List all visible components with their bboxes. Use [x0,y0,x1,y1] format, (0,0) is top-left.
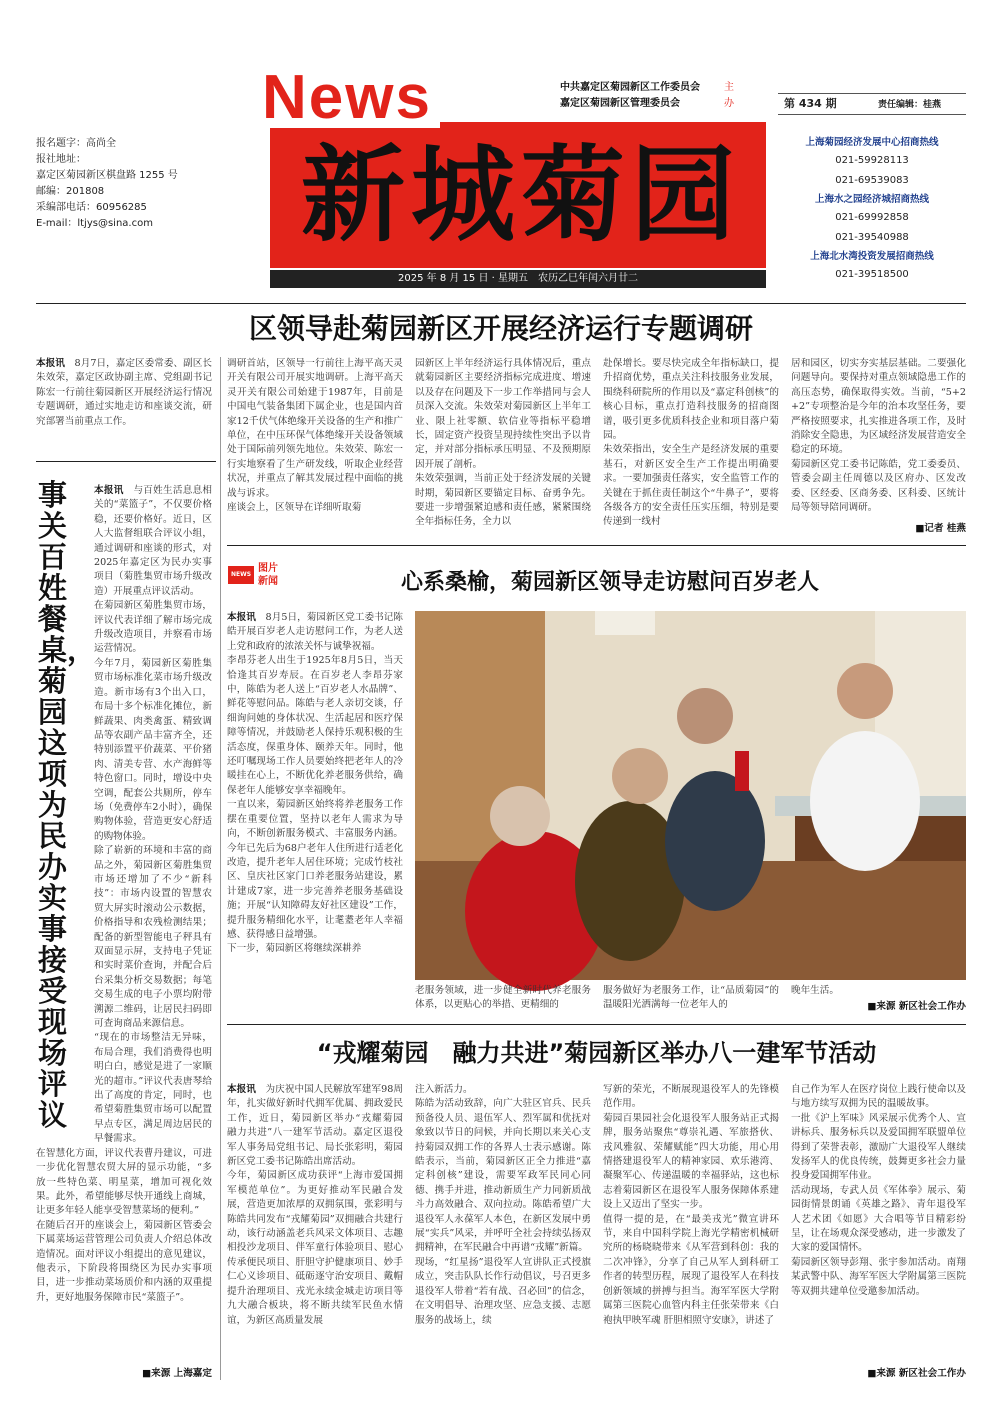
hotline-number: 021-39540988 [835,232,909,243]
lead-label: 本报讯 [36,358,65,369]
hotline-number: 021-69539083 [835,175,909,186]
lead-label: 本报讯 [227,1084,256,1095]
article4-source: ■来源 新区社会工作办 [867,1368,966,1379]
info-line: 邮编：201808 [36,186,105,197]
hotline-name: 上海水之园经济城招商热线 [814,194,929,205]
photo-caption: 老服务领域，进一步健全新时代养老服务体系，以更贴心的举措、更精细的 [415,985,591,1011]
editor: 责任编辑：桂燕 [878,100,942,110]
article2-body [36,484,212,1364]
tag-top: 图片 [258,563,278,574]
lead-text: 8月7日，嘉定区委常委、副区长朱效荣，嘉定区政协副主席、党组副书记陈宏一行前往菊园新区开展经济运行情况专题调研，通过实地走访和座谈交流，研究部署当前重点工作。 [36,358,213,427]
divider [220,470,221,1380]
logo [262,63,770,290]
article4-col [227,1083,403,1363]
article4-text: 为庆祝中国人民解放军建军98周年，扎实做好新时代拥军优属、拥政爱民工作，近日，菊园新区举办“戎耀菊园 融力共进”八一建军节活动。嘉定区退役军人事务局党组书记、局长张彩明，菊园新区党工委书记陈皓出席活动。 今年，菊园新区成功获评“上海市爱国拥军模范单位”。为更好推动军民融合发展，营造更加浓厚的双拥氛围，张彩明与陈皓共同发布“戎耀菊园”双拥融合共建行动，该行动涵盖老兵风采文体项目、志趣相投沙龙项目、伴军童行体验项目、慰心传承便民项目、肝胆守护健康项目、妙手仁心义诊项目、砥砺逐守治安项目、戴帽提升治理项目、戎光永续金城走访项目等九大融合板块，将不断共续军民鱼水情谊，为新区高质量发展 [227,1084,403,1326]
info-line: 报社地址： [36,154,86,165]
article4-col: 自己作为军人在医疗岗位上践行使命以及与地方续写双拥为民的温暖故事。 一批《沪上军味》风采展示优秀个人、宣讲标兵、服务标兵以及爱国拥军联盟单位得到了荣誉表彰，激励广大退役军人继续发扬军人的优良传统，鼓舞更多社会力量投身爱国拥军伟业。 活动现场，专武人员《军体拳》展示、菊园街情景朗诵《英雄之路》、青年退役军人艺术团《如愿》大合唱等节目精彩纷呈，让在场观众深受感动，进一步激发了大家的爱国情怀。 菊园新区领导彭翔、张宇参加活动。南翔某武警中队、海军军医大学附属第三医院等双拥共建单位受邀参加活动。 [791,1084,966,1297]
news-tag-text: NEWS [230,571,252,578]
article4-col: 写新的荣光，不断展现退役军人的先锋模范作用。 菊园百果园社会化退役军人服务站正式揭牌，服务站聚焦“尊崇礼遇、军旅搭伙、戎风雅叙、荣耀赋能”四大功能，用心用情搭建退役军人的精神家园、欢乐港湾、凝聚军心、传递温暖的幸福驿站，这也标志着菊园新区在退役军人服务保障体系建设上又迈出了坚实一步。 值得一提的是，在“最美戎光”微宣讲环节，来自中国科学院上海光学精密机械研究所的杨晓晓带来《从军营到科创：我的二次冲锋》，分享了自己从军人到科研工作者的转型历程，展现了退役军人在科技创新领域的拼搏与担当。海军军医大学附属第三医院心血管内科主任张荣带来《白袍执甲映军魂 肝胆相照守安康》，讲述了 [603,1084,779,1326]
issue-number: 第 434 期 [784,97,837,110]
info-line: 报名题字：高尚全 [36,138,116,149]
hotline-name: 上海菊园经济发展中心招商热线 [805,137,939,148]
visit-photo [415,611,966,980]
article1-col: 居和园区，切实夯实基层基础。二要强化问题导向。要保持对重点领域隐患工作的高压态势，确保取得实效。当前，“5+2+2”专项整治是今年的治本攻坚任务，要严格按照要求，扎实推进各项工作，及时消除安全隐患，为区域经济发展营造安全稳定的环境。 菊园新区党工委书记陈皓，党工委委员、管委会副主任周德以及区府办、区发改委、区经委、区商务委、区科委、区统计局等领导陪同调研。 [791,358,966,514]
info-line: E-mail：ltjys@sina.com [36,218,153,229]
article1-lead [36,357,212,449]
divider [36,461,216,462]
org-block [560,80,770,112]
org-line: 嘉定区菊园新区管理委员会 [560,98,680,109]
info-line: 嘉定区菊园新区棋盘路 1255 号 [36,170,178,181]
article1-col: 赴保增长。要尽快完成全年指标缺口，提升招商优势，重点关注科技服务业发展，围绕科研院所的作用以及“嘉定科创核”的核心目标，重点打造科技服务的招商图谱，吸引更多优质科技企业和项目落户菊园。 朱效荣指出，安全生产是经济发展的重要基石，对新区安全生产工作提出明确要求。一要加强责任落实，安全监管工作的关键在于抓住责任制这个“牛鼻子”，要将各级各方的安全责任压实压细，特别是要传递到一线村 [603,358,779,528]
date-line: 2025 年 8 月 15 日 · 星期五 农历乙巳年闰六月廿二 [398,273,638,284]
lead-label: 本报讯 [227,612,256,623]
org-suffix: 主办 [724,82,734,109]
photo-caption: 服务做好为老服务工作，让“品质菊园”的温暖阳光洒满每一位老年人的 [603,985,779,1011]
masthead [0,0,999,300]
divider [227,545,966,546]
tag-bottom: 新闻 [258,576,278,587]
article2-text: 与百姓生活息息相关的“菜篮子”，不仅要价格稳，还要价格好。近日，区人大监督组联合评议小组，通过调研和座谈的形式，对2025年嘉定区为民办实事项目（菊胜集贸市场升级改造）开展重点评议活动。 在菊园新区菊胜集贸市场，评议代表详细了解市场完成升级改造项目，并察看市场运营情况。 今年7月，菊园新区菊胜集贸市场标准化菜市场升级改造。新市场有3个出入口，布局十多个标准化摊位，新鲜蔬果、肉类禽蛋、精致调品等农副产品丰富齐全，还特别添置平价蔬菜、平价猪肉、清美专营、水产海鲜等特色窗口。同时，增设中央空调，配套公共厕所，停车场（免费停车2小时），确保购物体验，营造更安心舒适的购物体验。 除了崭新的环境和丰富的商品之外，菊园新区菊胜集贸市场还增加了不少“新科技”：市场内设置的智慧农贸大屏实时滚动公示数据，价格指导和农残检测结果；配备的新型智能电子秤具有双面显示屏，支持电子凭证和实时菜价查询，并配合后台采集分析交易数据；每笔交易生成的电子小票均附带溯源二维码，让居民扫码即可查询商品来源信息。 “现在的市场整洁无异味，布局合理，我们消费得也明明白白，感觉是进了一家顺光的超市。”评议代表唐琴给出了高度的肯定，同时，也希望菊胜集贸市场可以配置早点专区，满足周边居民的早餐需求。 在智慧化方面，评议代表曹丹建议，可进一步优化智慧农贸大屏的显示功能，“多放一些特色菜、明星菜，增加可视化效果。此外，希望能够尽快开通线上商城，让更多年轻人能享受智慧菜场的便利。” 在随后召开的座谈会上，菊园新区管委会下属菜场运营管理公司负责人介绍总体改造情况。面对评议小组提出的意见建议，他表示，下阶段将围绕区为民办实事项目，进一步推动菜场质价和内涵的双重提升，更好地服务保障市民“菜篮子”。 [36,485,213,1303]
photo-illustration [415,611,966,980]
hotline-number: 021-69992858 [835,212,909,223]
news-word: News [262,68,440,128]
article3-body [227,611,403,1011]
masthead-title: 新城菊园 [300,133,741,256]
article1-source: ■记者 桂燕 [915,523,966,534]
info-line: 采编部电话：60956285 [36,202,147,213]
org-line: 中共嘉定区菊园新区工作委员会 [560,82,700,93]
article1-col: 调研首站，区领导一行前往上海平高天灵开关有限公司开展实地调研。上海平高天灵开关有限公司始建于1987年，目前是中国电气装备集团下属企业，也是国内首家12千伏气体绝缘开关设备的生产和推广单位，在中压环保气体绝缘开关设备领域处于国际前列领先地位。朱效荣、陈宏一行实地察看了生产研发线，听取企业经营状况，并重点了解其发展过程中面临的挑战与诉求。 座谈会上，区领导在详细听取菊 [227,358,403,514]
article4-col: 注入新活力。 陈皓为活动致辞，向广大驻区官兵、民兵预备役人员、退伍军人、烈军属和优抚对象致以节日的问候，并向长期以来关心支持菊园双拥工作的各界人士表示感谢。陈皓表示，当前，菊园新区正全力推进“嘉定科创核”建设，需要军政军民同心同德、携手并进，推动新质生产力同新质战斗力高效融合、双向拉动。陈皓希望广大退役军人永葆军人本色，在新区发展中勇展“实兵”风采，并呼吁全社会持续弘扬双拥精神，在军民融合中再谱“戎耀”新篇。 现场，“红星扬”退役军人宣讲队正式授旗成立，突击队队长作行动倡议，号召更多退役军人带着“若有战、召必回”的信念，在文明倡导、治理攻坚、应急支援、志愿服务的战场上，续 [415,1084,591,1326]
lead-label: 本报讯 [94,485,124,496]
photo-caption: 晚年生活。 [791,985,839,996]
hotlines [778,134,966,285]
hotline-name: 上海北水湾投资发展招商热线 [810,251,934,262]
article2-headline-text: 事关百姓餐桌，菊园这项为民办实事接受现场评议 [38,478,97,1132]
issue-bar [778,93,966,115]
hotline-number: 021-39518500 [835,269,909,280]
article3-source: ■来源 新区社会工作办 [867,1001,966,1012]
divider [227,1024,966,1025]
article2-source: ■来源 上海嘉定 [142,1368,212,1379]
article3-headline: 心系桑榆，菊园新区领导走访慰问百岁老人 [400,570,819,595]
article1-col: 园新区上半年经济运行具体情况后，重点就菊园新区主要经济指标完成进度、增速以及存在问题及下一步工作举措同与会人员深入交流。朱效荣对菊园新区上半年工业、限上社零额、软信业等指标平稳增长，固定资产投资呈现持续性突出予以肯定，并对部分指标承压明显、不及预期原因开展了剖析。 朱效荣强调，当前正处于经济发展的关键时期，菊园新区要锚定目标、奋勇争先。要进一步增强紧迫感和责任感，紧紧围绕全年指标任务，全力以 [415,358,591,528]
article3-text: 8月5日，菊园新区党工委书记陈皓开展百岁老人走访慰问工作，为老人送上党和政府的浓浓关怀与诚挚祝福。 李昂芬老人出生于1925年8月5日，当天恰逢其百岁寿辰。在百岁老人李昂芬家中，陈皓为老人送上“百岁老人水晶牌”、鲜花等慰问品。陈皓与老人亲切交谈，仔细询问她的身体状况、生活起居和医疗保障等情况，并鼓励老人保持乐观积极的生活态度，保重身体、颐养天年。同时，他还叮嘱现场工作人员要始终把老年人的冷暖挂在心上，不断优化养老服务供给，确保老年人能够安享幸福晚年。 一直以来，菊园新区始终将养老服务工作摆在重要位置，坚持以老年人需求为导向，不断创新服务模式、丰富服务内涵。今年已先后为68户老年人住所进行适老化改造，提升老年人居住环境；完成竹枝社区、皇庆社区家门口养老服务站建设，累计建成7家，进一步完善养老服务基础设施；开展“认知障碍友好社区建设”工作，提升服务精细化水平，让耄耋老年人幸福感、获得感日益增强。 下一步，菊园新区将继续深耕养 [227,612,404,955]
hotline-number: 021-59928113 [835,155,909,166]
divider [36,303,966,304]
publisher-info [36,136,236,232]
article1-headline: 区领导赴菊园新区开展经济运行专题调研 [248,312,753,345]
photo-news-tag [228,562,290,590]
article4-headline: “戎耀菊园 融力共进”菊园新区举办八一建军节活动 [316,1039,877,1067]
